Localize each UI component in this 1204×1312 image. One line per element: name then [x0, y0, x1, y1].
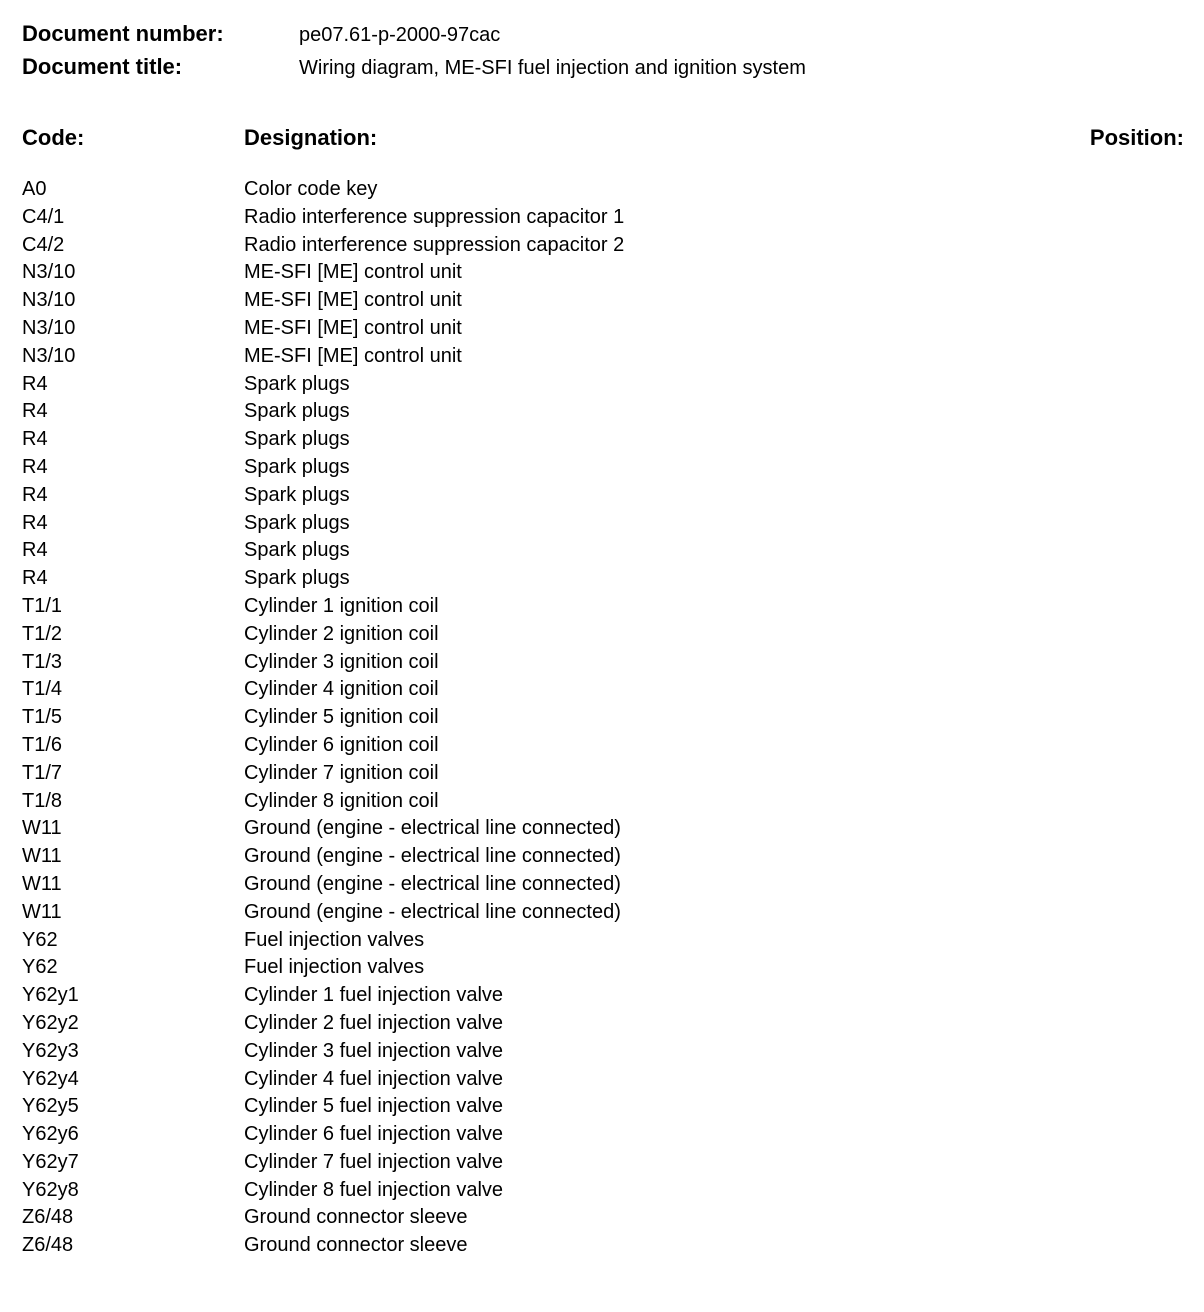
row-code: N3/10 [22, 261, 76, 284]
table-row [0, 482, 1204, 510]
row-designation: Radio interference suppression capacitor 1 [244, 205, 625, 228]
table-row [0, 927, 1204, 955]
table-row [0, 1038, 1204, 1066]
row-code: R4 [22, 539, 48, 562]
row-code: Z6/48 [22, 1206, 74, 1229]
row-designation: Ground (engine - electrical line connected) [244, 817, 621, 840]
table-row [0, 537, 1204, 565]
row-designation: Cylinder 5 ignition coil [244, 706, 439, 729]
table-row [0, 1093, 1204, 1121]
table-row [0, 899, 1204, 927]
table-row [0, 510, 1204, 538]
row-code: T1/3 [22, 650, 63, 673]
row-designation: Spark plugs [244, 483, 350, 506]
row-code: Y62y4 [22, 1067, 79, 1090]
row-code: W11 [22, 872, 62, 895]
row-code: N3/10 [22, 289, 76, 312]
table-row [0, 315, 1204, 343]
table-row [0, 371, 1204, 399]
row-designation: Spark plugs [244, 400, 350, 423]
row-designation: Ground connector sleeve [244, 1234, 468, 1257]
table-row [0, 788, 1204, 816]
row-designation: Cylinder 1 ignition coil [244, 594, 439, 617]
table-row [0, 1149, 1204, 1177]
row-code: T1/7 [22, 761, 63, 784]
row-designation: Ground (engine - electrical line connected) [244, 872, 621, 895]
table-row [0, 760, 1204, 788]
table-row [0, 454, 1204, 482]
row-code: R4 [22, 483, 48, 506]
row-code: R4 [22, 400, 48, 423]
row-code: R4 [22, 567, 48, 590]
document-title-label: Document title: [22, 54, 183, 79]
column-header-code: Code: [22, 125, 85, 150]
row-code: Y62y7 [22, 1150, 79, 1173]
table-row [0, 649, 1204, 677]
table-row [0, 565, 1204, 593]
row-code: Y62y3 [22, 1039, 79, 1062]
document-number-value: pe07.61-p-2000-97cac [299, 24, 501, 46]
row-designation: Cylinder 7 fuel injection valve [244, 1150, 504, 1173]
table-row [0, 426, 1204, 454]
row-designation: Cylinder 4 ignition coil [244, 678, 439, 701]
row-designation: Fuel injection valves [244, 956, 425, 979]
column-header-position: Position: [1089, 125, 1184, 150]
table-row [0, 1066, 1204, 1094]
table-row [0, 232, 1204, 260]
table-row [0, 176, 1204, 204]
row-designation: Cylinder 4 fuel injection valve [244, 1067, 504, 1090]
row-designation: Cylinder 6 fuel injection valve [244, 1123, 504, 1146]
table-row [0, 621, 1204, 649]
document-number-label: Document number: [22, 21, 224, 46]
row-designation: ME-SFI [ME] control unit [244, 261, 462, 284]
row-designation: Cylinder 2 ignition coil [244, 622, 439, 645]
row-designation: Spark plugs [244, 511, 350, 534]
row-code: R4 [22, 428, 48, 451]
table-row [0, 732, 1204, 760]
row-code: N3/10 [22, 344, 76, 367]
row-code: W11 [22, 900, 62, 923]
row-code: T1/8 [22, 789, 63, 812]
row-designation: Ground (engine - electrical line connected) [244, 845, 621, 868]
row-code: Y62y8 [22, 1178, 79, 1201]
table-row [0, 343, 1204, 371]
row-designation: Ground (engine - electrical line connected) [244, 900, 621, 923]
table-row [0, 1121, 1204, 1149]
row-code: Y62y6 [22, 1123, 79, 1146]
row-code: C4/1 [22, 205, 65, 228]
row-designation: ME-SFI [ME] control unit [244, 316, 462, 339]
row-code: R4 [22, 372, 48, 395]
table-row [0, 1010, 1204, 1038]
row-code: N3/10 [22, 316, 76, 339]
row-code: R4 [22, 511, 48, 534]
table-row [0, 593, 1204, 621]
row-designation: Cylinder 3 fuel injection valve [244, 1039, 504, 1062]
table-row [0, 1204, 1204, 1232]
table-row [0, 815, 1204, 843]
row-designation: Color code key [244, 178, 378, 200]
row-designation: Spark plugs [244, 567, 350, 590]
component-legend-table [0, 176, 1204, 1260]
row-code: Z6/48 [22, 1234, 74, 1257]
row-designation: Spark plugs [244, 428, 350, 451]
row-code: W11 [22, 817, 62, 840]
row-designation: ME-SFI [ME] control unit [244, 344, 462, 367]
row-code: R4 [22, 455, 48, 478]
row-code: T1/2 [22, 622, 63, 645]
row-code: T1/4 [22, 678, 63, 701]
row-designation: Spark plugs [244, 455, 350, 478]
table-row [0, 982, 1204, 1010]
row-code: T1/5 [22, 706, 63, 729]
row-designation: Cylinder 8 ignition coil [244, 789, 439, 812]
table-row [0, 954, 1204, 982]
row-code: Y62y1 [22, 984, 79, 1007]
row-designation: Cylinder 2 fuel injection valve [244, 1011, 504, 1034]
row-code: Y62 [22, 956, 58, 979]
row-code: C4/2 [22, 233, 65, 256]
table-row [0, 287, 1204, 315]
row-designation: Fuel injection valves [244, 928, 425, 951]
row-code: Y62y2 [22, 1011, 79, 1034]
row-designation: Spark plugs [244, 372, 350, 395]
row-code: T1/1 [22, 594, 63, 617]
row-code: W11 [22, 845, 62, 868]
row-code: Y62y5 [22, 1095, 79, 1118]
row-designation: Cylinder 7 ignition coil [244, 761, 439, 784]
column-header-designation: Designation: [244, 125, 378, 150]
row-designation: Cylinder 1 fuel injection valve [244, 984, 504, 1007]
row-designation: ME-SFI [ME] control unit [244, 289, 462, 312]
row-designation: Spark plugs [244, 539, 350, 562]
row-designation: Ground connector sleeve [244, 1206, 468, 1229]
table-row [0, 204, 1204, 232]
table-row [0, 871, 1204, 899]
table-row [0, 676, 1204, 704]
row-designation: Cylinder 3 ignition coil [244, 650, 439, 673]
row-designation: Cylinder 6 ignition coil [244, 733, 439, 756]
row-designation: Cylinder 5 fuel injection valve [244, 1095, 504, 1118]
row-code: A0 [22, 178, 47, 200]
row-code: T1/6 [22, 733, 63, 756]
table-row [0, 704, 1204, 732]
document-title-value: Wiring diagram, ME-SFI fuel injection and ignition system [299, 57, 806, 79]
row-designation: Cylinder 8 fuel injection valve [244, 1178, 504, 1201]
row-designation: Radio interference suppression capacitor 2 [244, 233, 625, 256]
table-row [0, 398, 1204, 426]
row-code: Y62 [22, 928, 58, 951]
table-row [0, 843, 1204, 871]
table-row [0, 259, 1204, 287]
table-row [0, 1177, 1204, 1205]
table-row [0, 1232, 1204, 1260]
